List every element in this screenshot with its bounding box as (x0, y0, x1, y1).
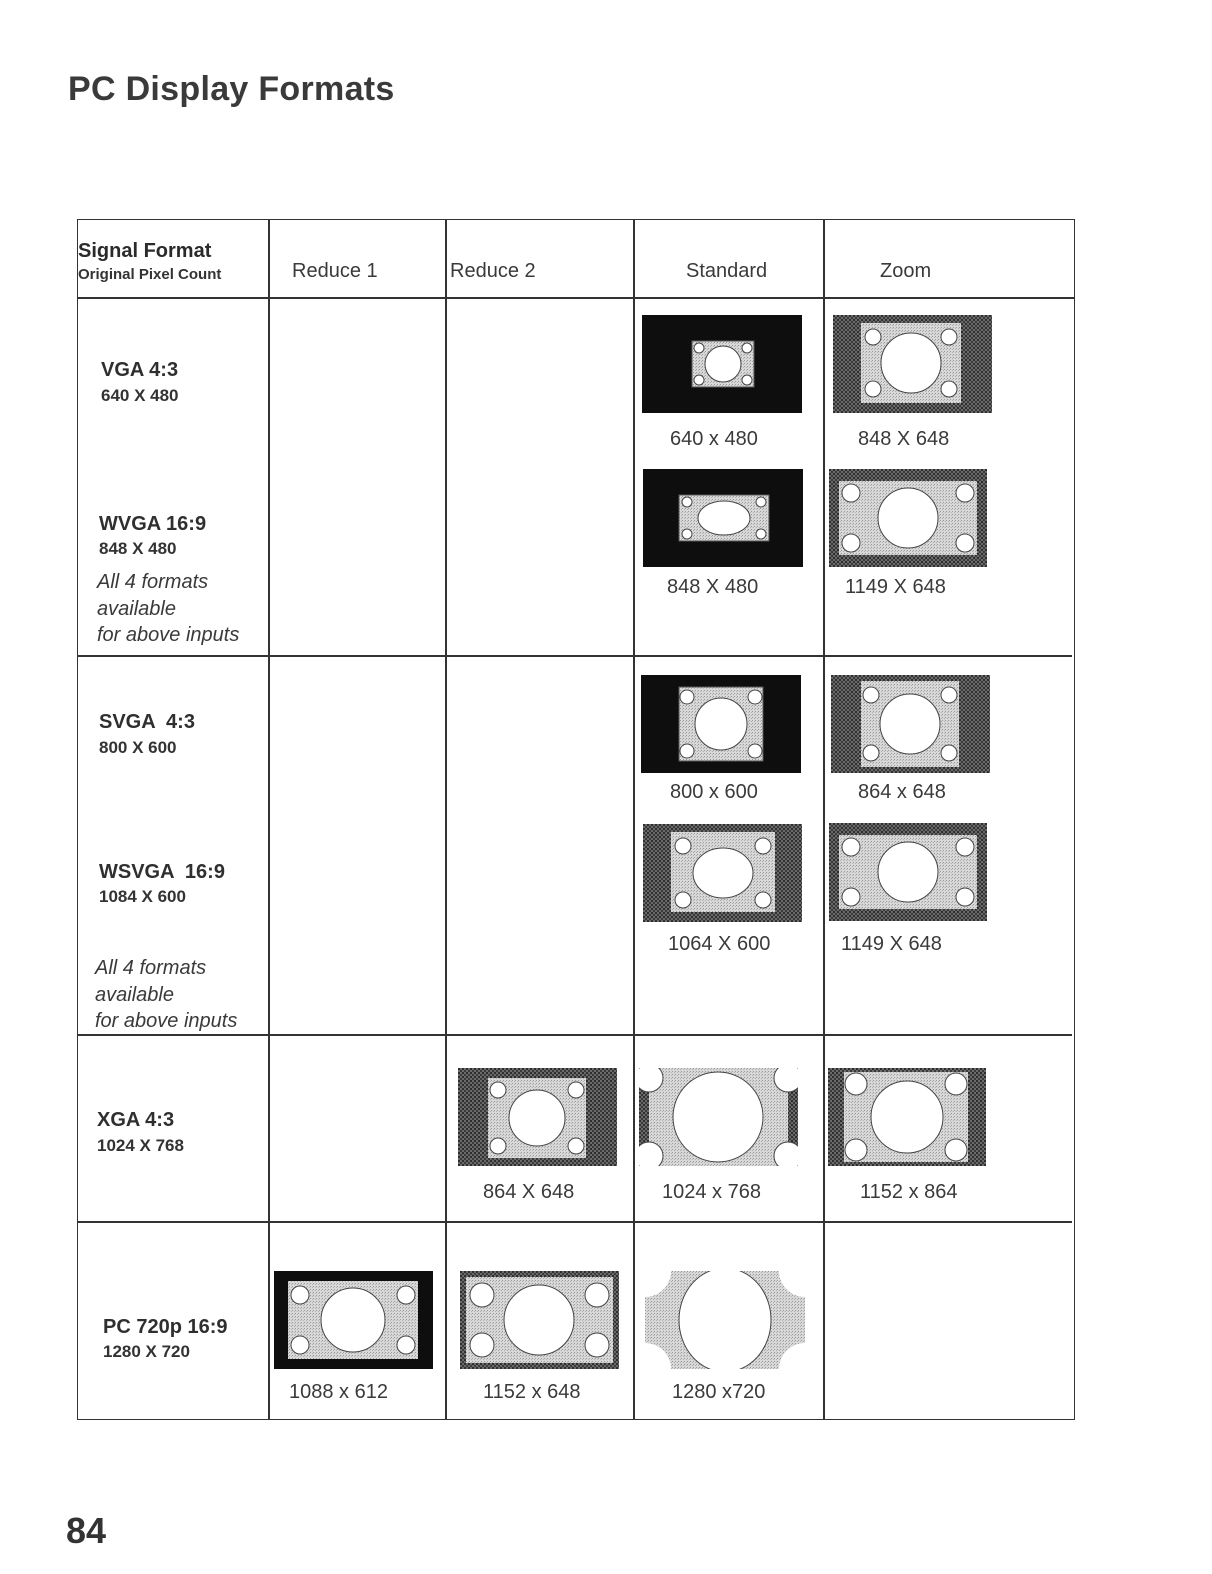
resolution-label: 1024 x 768 (662, 1181, 761, 1203)
resolution-label: 1149 X 648 (845, 576, 946, 598)
reduce2-header: Reduce 2 (450, 260, 536, 282)
format-name-pc720p: PC 720p 16:9 (103, 1316, 228, 1338)
note-line: All 4 formats (95, 957, 207, 979)
column-divider (268, 219, 270, 1420)
svga-standard-thumbnail (641, 675, 801, 773)
wsvga-zoom-thumbnail (829, 823, 987, 921)
note-line: All 4 formats (97, 571, 209, 593)
note-line: for above inputs (97, 624, 240, 646)
wvga-zoom-thumbnail (829, 469, 987, 567)
resolution-label: 800 x 600 (670, 781, 758, 803)
column-divider (445, 219, 447, 1420)
xga-standard-thumbnail (639, 1068, 798, 1166)
xga-zoom-thumbnail (828, 1068, 986, 1166)
original-pixel-count-header: Original Pixel Count (78, 266, 222, 283)
reduce1-header: Reduce 1 (292, 260, 378, 282)
row-divider (77, 655, 1072, 657)
pc720p-reduce2-thumbnail (460, 1271, 619, 1369)
note-line: available (95, 983, 174, 1006)
page-title: PC Display Formats (68, 70, 395, 108)
resolution-label: 1152 x 648 (483, 1381, 581, 1403)
vga-zoom-thumbnail (833, 315, 992, 413)
wvga-standard-thumbnail (643, 469, 803, 567)
standard-header: Standard (686, 260, 768, 282)
row-divider (77, 1221, 1072, 1223)
column-divider (633, 219, 635, 1420)
page-number: 84 (66, 1510, 107, 1551)
format-count-vga: 640 X 480 (101, 386, 179, 405)
zoom-header: Zoom (880, 260, 932, 282)
format-name-wvga: WVGA 16:9 (99, 513, 207, 535)
resolution-label: 1149 X 648 (841, 933, 942, 955)
resolution-label: 864 x 648 (858, 781, 946, 803)
resolution-label: 1088 x 612 (289, 1381, 388, 1403)
availability-note (95, 955, 237, 1035)
svga-zoom-thumbnail (831, 675, 990, 773)
header-divider (77, 297, 1075, 299)
availability-note (97, 569, 239, 649)
format-count-pc720p: 1280 X 720 (103, 1342, 190, 1361)
column-divider (823, 219, 825, 1420)
format-name-xga: XGA 4:3 (97, 1109, 175, 1131)
format-count-wsvga: 1084 X 600 (99, 887, 186, 906)
signal-format-header: Signal Format (78, 240, 212, 262)
pc720p-standard-thumbnail (645, 1271, 805, 1369)
format-name-vga: VGA 4:3 (101, 359, 179, 381)
resolution-label: 1152 x 864 (860, 1181, 958, 1203)
format-count-wvga: 848 X 480 (99, 539, 177, 558)
format-count-svga: 800 X 600 (99, 738, 177, 757)
pc720p-reduce1-thumbnail (274, 1271, 433, 1369)
resolution-label: 848 X 648 (858, 428, 950, 450)
resolution-label: 640 x 480 (670, 428, 758, 450)
format-name-svga: SVGA 4:3 (99, 711, 195, 733)
format-name-wsvga: WSVGA 16:9 (99, 861, 225, 883)
resolution-label: 1280 x720 (672, 1381, 766, 1403)
vga-standard-thumbnail (642, 315, 802, 413)
resolution-label: 864 X 648 (483, 1181, 575, 1203)
xga-reduce2-thumbnail (458, 1068, 617, 1166)
resolution-label: 848 X 480 (667, 576, 759, 598)
note-line: available (97, 597, 176, 620)
resolution-label: 1064 X 600 (668, 933, 771, 955)
note-line: for above inputs (95, 1010, 238, 1032)
wsvga-standard-thumbnail (643, 824, 802, 922)
format-count-xga: 1024 X 768 (97, 1136, 184, 1155)
